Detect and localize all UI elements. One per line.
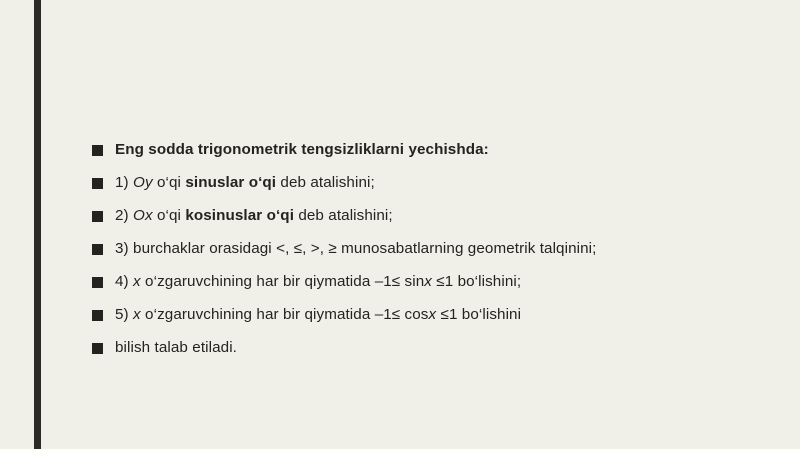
square-bullet-icon bbox=[92, 211, 103, 222]
list-item-text: 3) burchaklar orasidagi <, ≤, >, ≥ munosabatlarning geometrik talqinini; bbox=[115, 240, 597, 257]
left-accent-bar bbox=[34, 0, 41, 449]
square-bullet-icon bbox=[92, 343, 103, 354]
square-bullet-icon bbox=[92, 244, 103, 255]
list-item-text: 4) x o‘zgaruvchining har bir qiymatida –1≤ sinx ≤1 bo‘lishini; bbox=[115, 273, 522, 290]
list-item bbox=[92, 338, 740, 357]
list-item bbox=[92, 239, 740, 258]
bullet-list bbox=[92, 140, 740, 371]
list-item bbox=[92, 140, 740, 159]
list-item-text: 1) Oy o‘qi sinuslar o‘qi deb atalishini; bbox=[115, 174, 375, 191]
left-margin-strip bbox=[0, 0, 34, 449]
list-item bbox=[92, 173, 740, 192]
list-item bbox=[92, 272, 740, 291]
list-item-text: bilish talab etiladi. bbox=[115, 339, 237, 356]
square-bullet-icon bbox=[92, 277, 103, 288]
list-item-text: 2) Ox o‘qi kosinuslar o‘qi deb atalishini; bbox=[115, 207, 393, 224]
list-item-text: 5) x o‘zgaruvchining har bir qiymatida –1≤ cosx ≤1 bo‘lishini bbox=[115, 306, 522, 323]
list-item bbox=[92, 206, 740, 225]
list-item bbox=[92, 305, 740, 324]
square-bullet-icon bbox=[92, 178, 103, 189]
square-bullet-icon bbox=[92, 310, 103, 321]
square-bullet-icon bbox=[92, 145, 103, 156]
list-item-text: Eng sodda trigonometrik tengsizliklarni yechishda: bbox=[115, 141, 489, 158]
